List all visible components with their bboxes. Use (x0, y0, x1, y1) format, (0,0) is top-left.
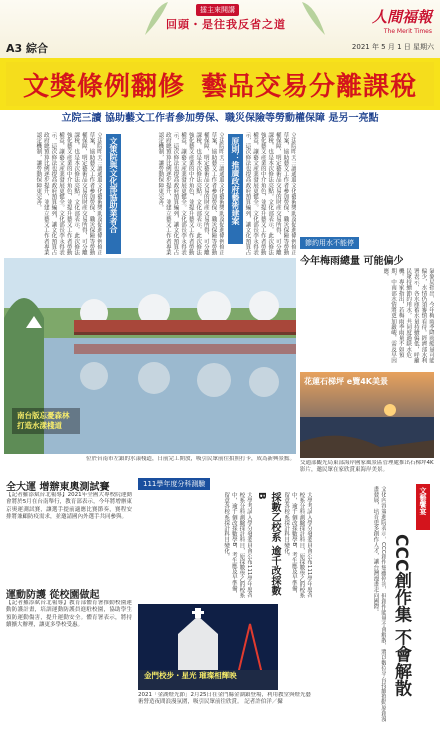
logo-cn: 人間福報 (371, 8, 432, 26)
exam-vtitle: 採數乙校系 逾千改採數B (256, 492, 280, 596)
coast-photo-label: 花蓮石梯坪 e覽4K美景 (304, 377, 388, 386)
main-photo-caption: 位於台南市左鎮的水漾棧道，日前完工開放，吸引民眾前往拍照打卡，成為新興景點。 (86, 456, 296, 462)
main-story-vtitle: 文策院與文化部協助業者合 (106, 134, 121, 254)
sports-text: 【記者羅添斌台北報導】2021年全國大專校院運動會將於5月在台南舉行，教育部表示，今年將增辦東京奧運測試賽，讓選手提前適應比賽節奏，賽程安排將兼顧防疫需求，並邀請國內外選手共同參與。 (6, 492, 132, 520)
church-photo-caption: 2021「金湖燈光節」2月25日在金門縣金湖鎮登場，利用教堂與燈光藝術營造夜間浪漫氛圍，吸引民眾前往欣賞。 記者許伯洋／攝 (138, 692, 311, 705)
main-story-text-2: 立法院昨天三讀通過文化藝術獎助及促進條例修正草案，協助藝文工作者參加勞保、職災保險等勞動權保障，明定藝術品交易的財產交易所得，可分離課稅，也是本次修法亮點。文化部表示，此次修法強化藝文產業的中介角色，並提升藝文工作者勞動權益，讓藝文產業發展更健全。文化部長李永得表示，這次修法也提高政府預算編列，讓文化預算占政府總預算比例逐步提升，並建立藝文工作者專業認定機制，讓勞動保障更完善。 (157, 132, 224, 256)
headline-right: 藝品交易分離課稅 (201, 71, 418, 102)
fitness-text: 【記者羅添斌台北報導】教育部體育署推動校園運動防護計畫，培訓運動防護員進駐校園，協助學生預防運動傷害，提升運動安全。體育署表示，將持續擴大辦理，讓更多學校受惠。 (6, 600, 132, 628)
fitness-title: 運動防護 從校園做起 (6, 590, 100, 601)
main-photo (4, 258, 296, 454)
main-story-text-3: 立法院昨天三讀通過文化藝術獎助及促進條例修正草案，協助藝文工作者參加勞保、職災保險等勞動權保障，明定藝術品交易的財產交易所得，可分離課稅，也是本次修法亮點。文化部表示，此次修法強化藝文產業的中介角色，並提升藝文工作者勞動權益，讓藝文產業發展更健全。文化部長李永得表示，這次修法也提高政府預算編列，讓文化預算占 (244, 132, 296, 256)
leaf-right-icon (300, 0, 330, 40)
sports-title: 全大運 增辦東奧測試賽 (6, 482, 110, 493)
column-title: CCC創作集 不會解散 (391, 534, 411, 697)
main-photo-label-text: 南台版忘憂森林 打造水漾棧道 (17, 411, 70, 430)
water-tag: 節約用水不能停 (300, 237, 359, 249)
coast-photo (300, 372, 434, 458)
coast-photo-caption: 交通部觀光局東部海岸國家風景區管理處推出石梯坪4K影片，邀民眾在家欣賞東海岸美景。 (300, 460, 434, 473)
exam-text-2: 大學考試入學分發委員會公布111學年度各校系分科測驗採計科目，原採數學乙的校系中，逾千個改採數學B，考生應及早準備，留意各校系採計科目變化。 (283, 492, 312, 599)
headline (6, 62, 434, 106)
water-title: 今年梅雨總量 可能偏少 (300, 256, 404, 267)
column-tag: 文藝饗宴 (416, 484, 430, 530)
subhead: 立院三讀 協助藝文工作者參加勞保、職災保險等勞動權保障 是另一亮點 (61, 113, 379, 124)
newspaper-logo (372, 6, 432, 35)
logo-en: The Merit Times (383, 28, 432, 35)
highlight-vtitle: 原則：推廣政府藝術建案 (228, 134, 243, 244)
headline-left: 文獎條例翻修 (22, 71, 185, 102)
main-photo-label (12, 408, 80, 434)
column-text: 文化內容策進院表示，CCC創作集雖停刊，但創作能量不會解散，將以數位平台持續推動原創漫畫發展，培育更多創作人才，讓台灣漫畫走向國際。 (372, 486, 386, 722)
page-label: A3 綜合 (6, 42, 48, 55)
church-photo-label: 金門校步・星光 璀璨相輝映 (144, 671, 237, 680)
section-tag: 擂主來開講 (196, 4, 239, 16)
main-story-text-1: 立法院昨天三讀通過文化藝術獎助及促進條例修正草案，協助藝文工作者參加勞保、職災保險等勞動權保障，明定藝術品交易的財產交易所得，可分離課稅，也是本次修法亮點。文化部表示，此次修法強化藝文產業的中介角色，並提升藝文工作者勞動權益，讓藝文產業發展更健全。文化部長李永得表示，這次修法也提高政府預算編列，讓文化預算占政府總預算比例逐步提升，並建立藝文工作者專業認定機制，讓勞動保障更完善。 (35, 132, 102, 256)
exam-text: 大學考試入學分發委員會公布111學年度各校系分科測驗採計科目，原採數學乙的校系中，逾千個改採數學B，考生應及早準備，留意各校系採計科目變化。 (223, 492, 252, 599)
slogan: 回頭・是往我反省之道 (166, 18, 286, 31)
church-photo (138, 604, 278, 690)
water-text: 氣象局指出，今年梅雨季降雨總量可能偏少，水情仍須審慎看待。經濟部水利署表示，各水庫蓄水量持續偏低，呼籲民眾持續節約用水，共同度過缺水危機。專家指出，若梅雨季雨量不如預期，中南部水情將更加嚴峻，需及早因應。 (382, 268, 434, 364)
exam-tag: 111學年度分科測驗 (138, 478, 210, 490)
dateline: 2021 年 5 月 1 日 星期六 (351, 43, 434, 51)
